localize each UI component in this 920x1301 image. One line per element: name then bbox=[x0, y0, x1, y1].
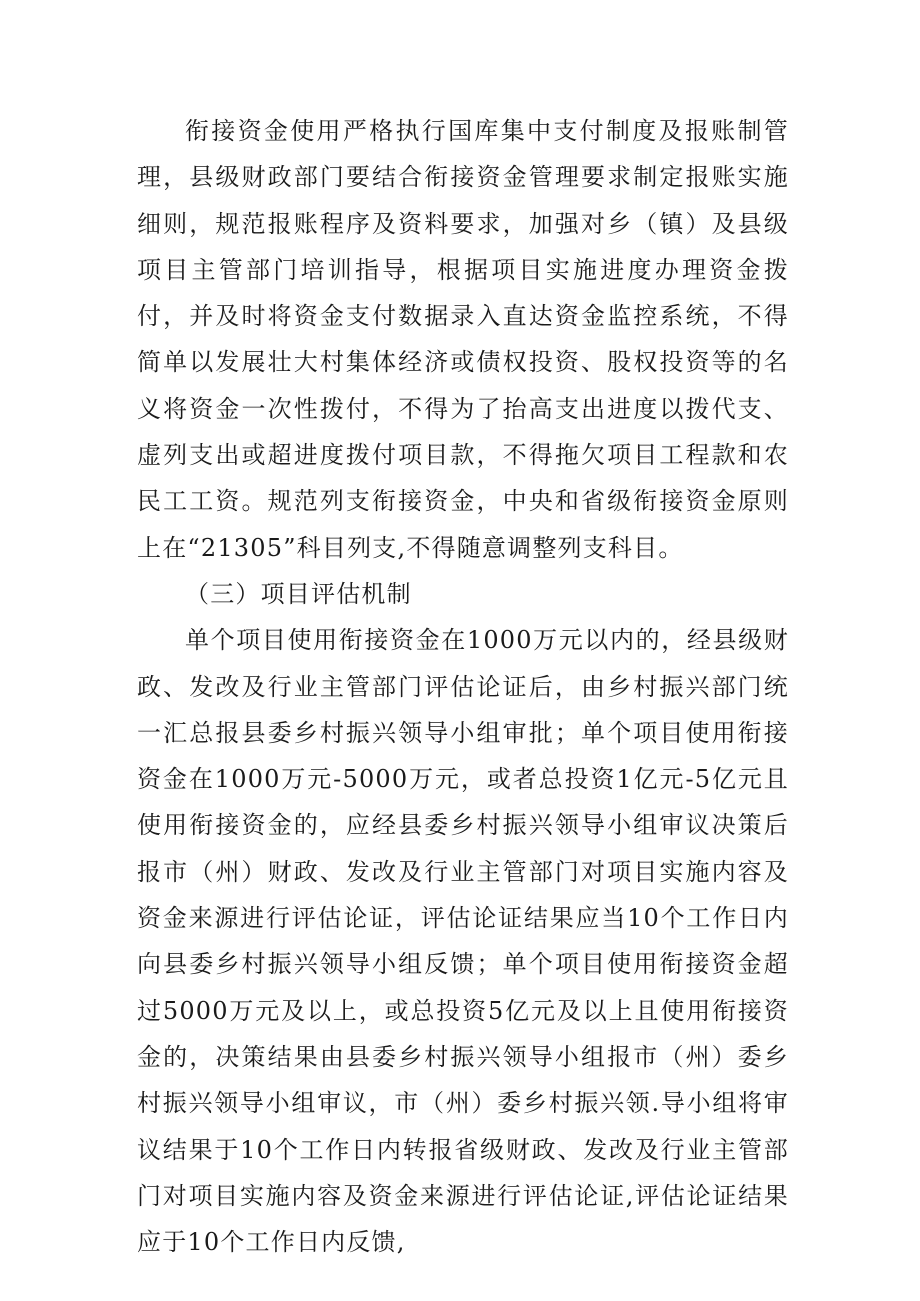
document-body bbox=[137, 108, 789, 1265]
paragraph-fund-payment: 衔接资金使用严格执行国库集中支付制度及报账制管理，县级财政部门要结合衔接资金管理要求制定报账实施细则，规范报账程序及资料要求，加强对乡（镇）及县级项目主管部门培训指导，根据项目实施进度办理资金拨付，并及时将资金支付数据录入直达资金监控系统，不得简单以发展壮大村集体经济或债权投资、股权投资等的名义将资金一次性拨付，不得为了抬高支出进度以拨代支、虚列支出或超进度拨付项目款，不得拖欠项目工程款和农民工工资。规范列支衔接资金，中央和省级衔接资金原则上在“21305”科目列支,不得随意调整列支科目。 bbox=[137, 117, 789, 562]
section-heading-evaluation: （三）项目评估机制 bbox=[185, 579, 412, 608]
paragraph-evaluation-mechanism: 单个项目使用衔接资金在1000万元以内的，经县级财政、发改及行业主管部门评估论证后，由乡村振兴部门统一汇总报县委乡村振兴领导小组审批；单个项目使用衔接资金在1000万元-5000万元，或者总投资1亿元-5亿元且使用衔接资金的，应经县委乡村振兴领导小组审议决策后报市（州）财政、发改及行业主管部门对项目实施内容及资金来源进行评估论证，评估论证结果应当10个工作日内向县委乡村振兴领导小组反馈；单个项目使用衔接资金超过5000万元及以上，或总投资5亿元及以上且使用衔接资金的，决策结果由县委乡村振兴领导小组报市（州）委乡村振兴领导小组审议，市（州）委乡村振兴领.导小组将审议结果于10个工作日内转报省级财政、发改及行业主管部门对项目实施内容及资金来源进行评估论证,评估论证结果应于10个工作日内反馈, bbox=[137, 626, 789, 1257]
